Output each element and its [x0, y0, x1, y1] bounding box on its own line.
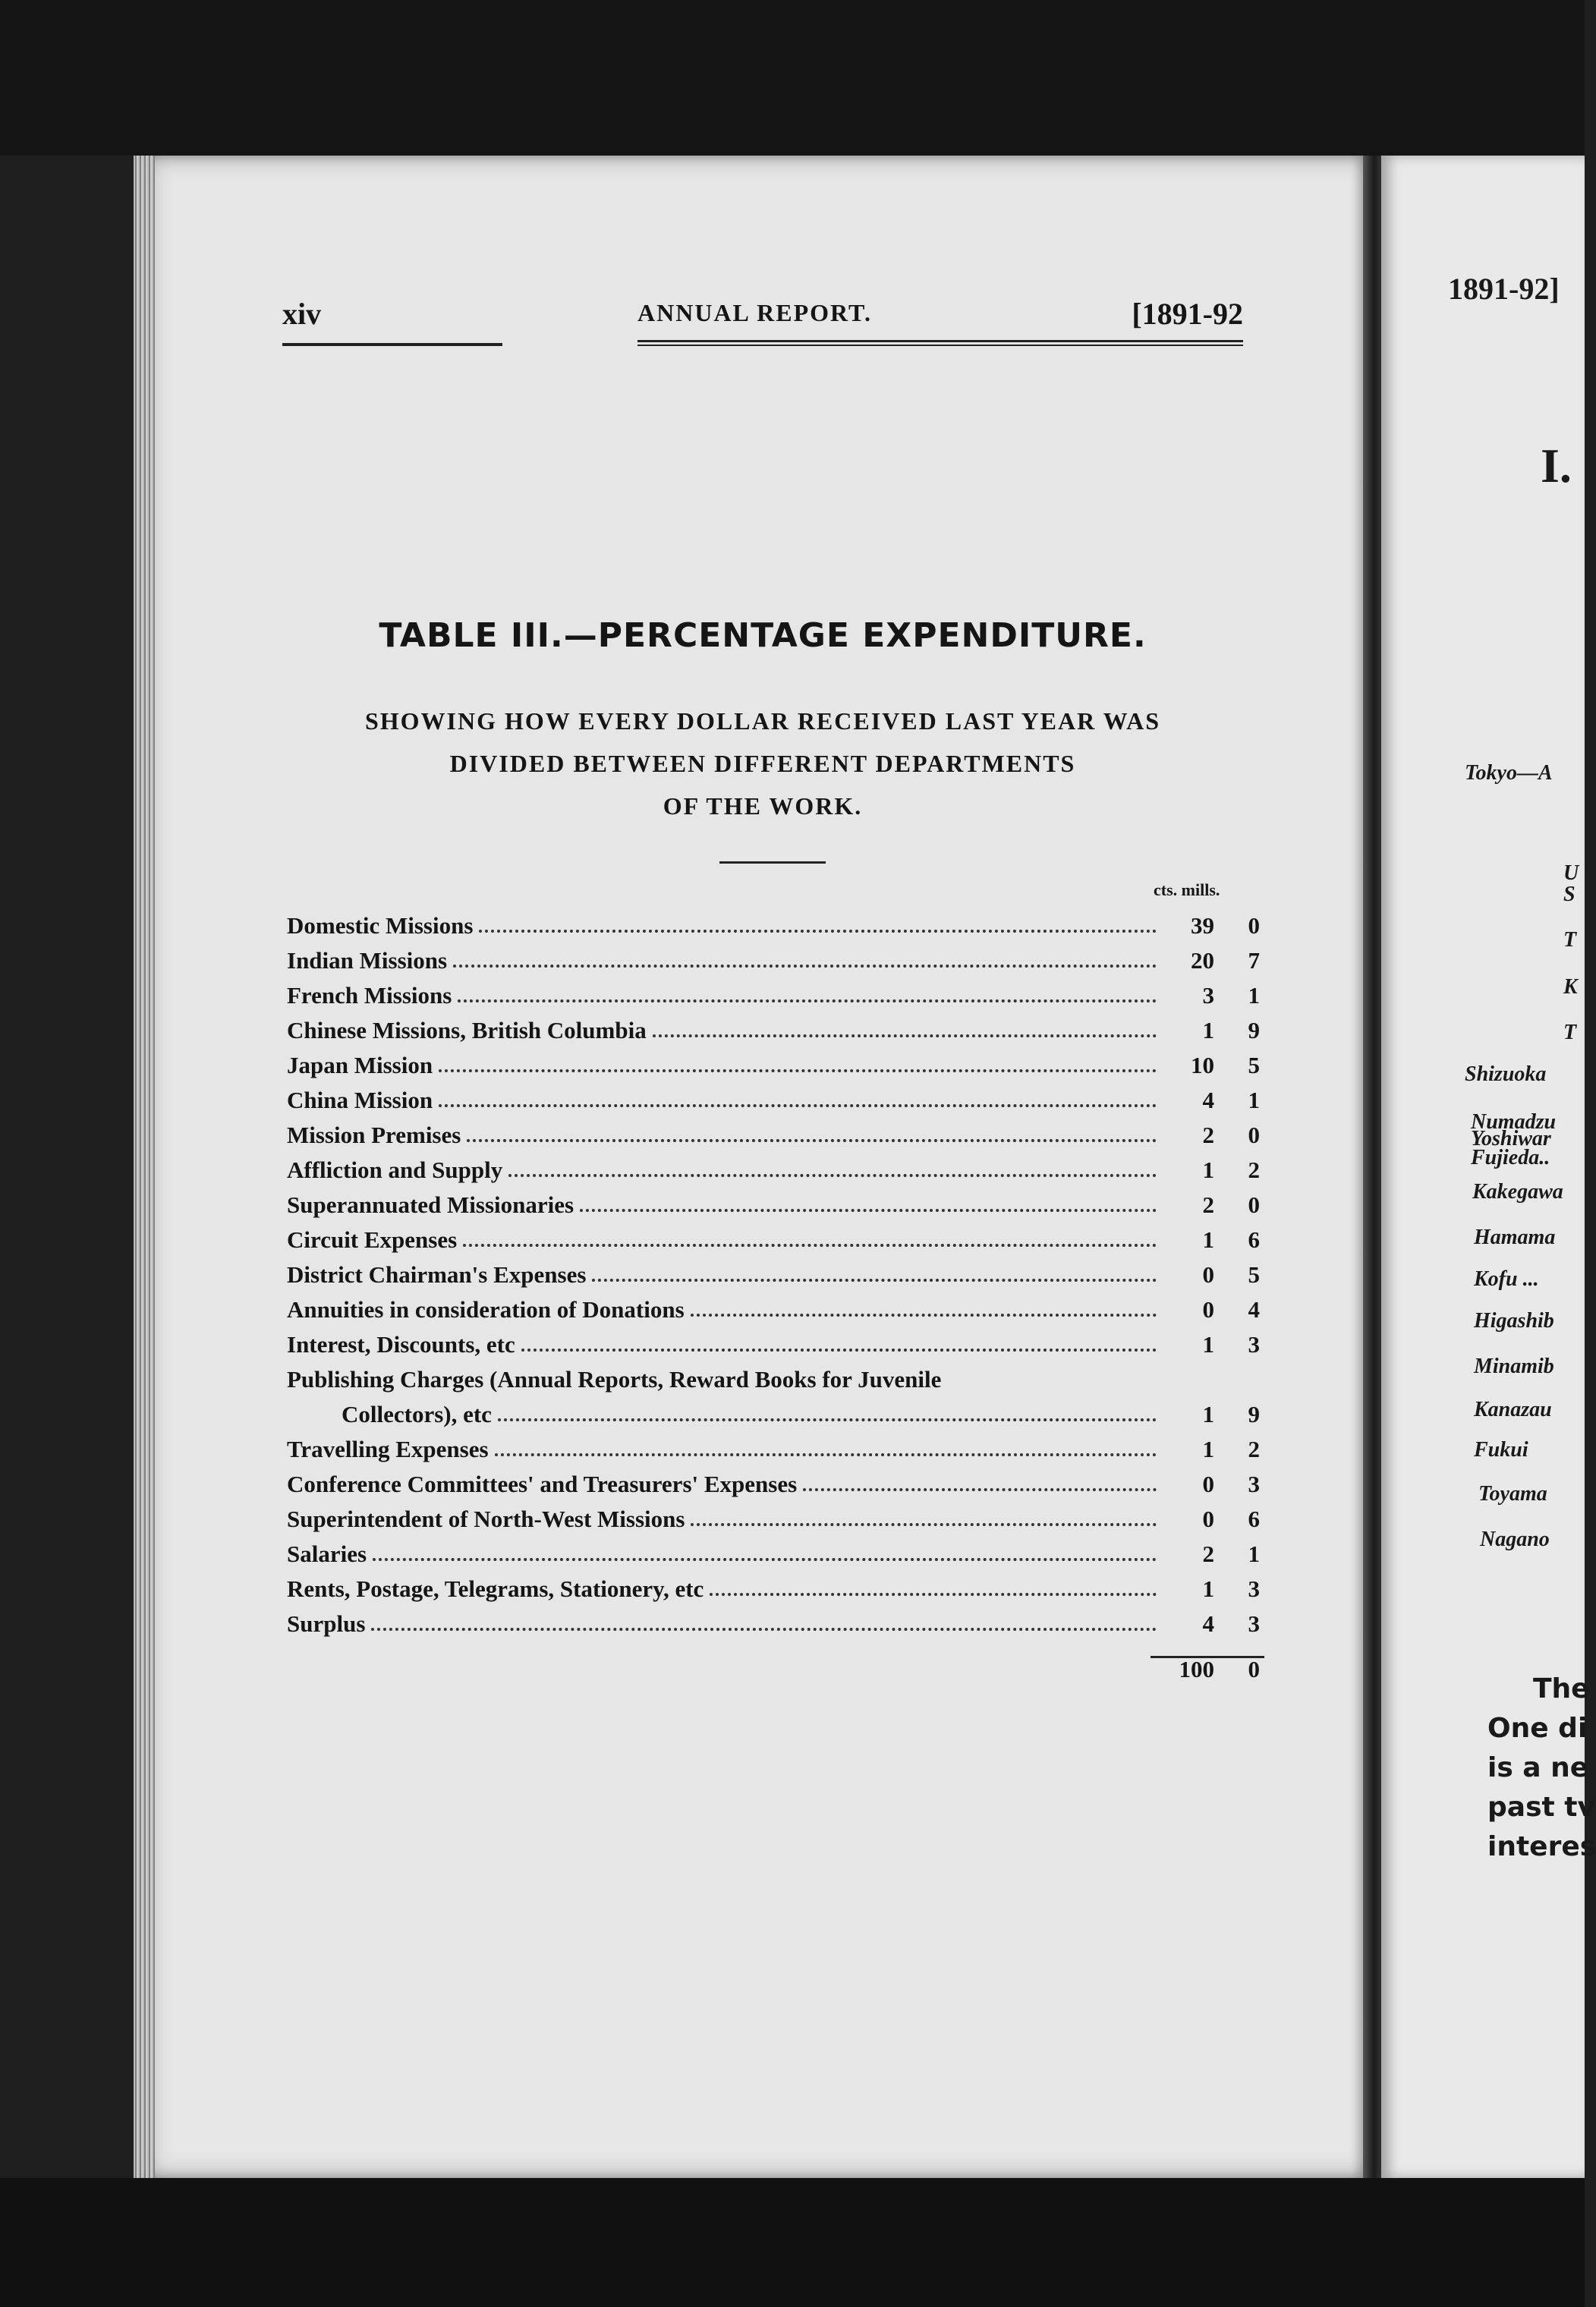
dot-leader	[371, 1628, 1157, 1631]
dot-leader	[710, 1593, 1157, 1596]
row-label: Interest, Discounts, etc	[287, 1331, 515, 1358]
place-name: Higashib	[1474, 1309, 1554, 1333]
place-name: Yoshiwar	[1471, 1127, 1551, 1150]
row-label: District Chairman's Expenses	[287, 1261, 587, 1288]
row-label: Chinese Missions, British Columbia	[287, 1017, 647, 1043]
dot-leader	[521, 1349, 1157, 1352]
row-label: Superannuated Missionaries	[287, 1191, 574, 1218]
section-divider	[719, 861, 826, 864]
table-row	[287, 1079, 1263, 1114]
text-line: interes	[1487, 1831, 1596, 1862]
table-row	[287, 1498, 1263, 1533]
place-name: Kofu ...	[1474, 1267, 1539, 1291]
place-name: Hamama	[1474, 1226, 1556, 1249]
table-subtitle-line-2: DIVIDED BETWEEN DIFFERENT DEPARTMENTS	[449, 750, 1076, 777]
mills-value: 2	[1248, 1436, 1260, 1462]
running-header	[282, 296, 1243, 349]
dot-leader	[498, 1418, 1157, 1421]
cents-value: 2	[1202, 1122, 1214, 1148]
scan-background-top	[0, 0, 1585, 156]
place-name: K	[1563, 975, 1578, 999]
right-page-year: 1891-92]	[1448, 272, 1560, 306]
mills-value: 1	[1248, 1087, 1260, 1113]
cents-value: 0	[1202, 1506, 1214, 1532]
table-row	[287, 1603, 1263, 1638]
place-name: Numadzu	[1471, 1110, 1557, 1134]
dot-leader	[691, 1314, 1157, 1317]
cents-value: 39	[1191, 912, 1214, 939]
cents-value: 1	[1202, 1226, 1214, 1253]
cents-value: 1	[1202, 1017, 1214, 1043]
table-row	[287, 1463, 1263, 1498]
cents-value: 20	[1191, 947, 1214, 974]
table-row	[287, 1044, 1263, 1079]
mills-value: 9	[1248, 1017, 1260, 1043]
table-row	[287, 1568, 1263, 1603]
mills-value: 2	[1248, 1157, 1260, 1183]
mills-value: 0	[1248, 1191, 1260, 1218]
cents-value: 4	[1202, 1087, 1214, 1113]
place-name: Toyama	[1478, 1482, 1547, 1506]
table-row	[287, 903, 1263, 939]
cents-value: 3	[1202, 982, 1214, 1009]
book-gutter	[1363, 156, 1381, 2178]
mills-value: 0	[1248, 912, 1260, 939]
dot-leader	[653, 1034, 1157, 1037]
mills-value: 1	[1248, 1541, 1260, 1567]
dot-leader	[439, 1104, 1157, 1107]
cents-value: 4	[1202, 1610, 1214, 1637]
row-label: Annuities in consideration of Donations	[287, 1296, 685, 1323]
row-label: Conference Committees' and Treasurers' Expenses	[287, 1471, 798, 1497]
table-row	[287, 1254, 1263, 1289]
scan-background-bottom	[0, 2178, 1585, 2307]
cents-value: 2	[1202, 1541, 1214, 1567]
place-name: S	[1563, 883, 1576, 906]
cents-value: 10	[1191, 1052, 1214, 1078]
row-label: Domestic Missions	[287, 912, 474, 939]
mills-value: 3	[1248, 1331, 1260, 1358]
place-name: Nagano	[1480, 1528, 1550, 1551]
dot-leader	[691, 1523, 1157, 1526]
dot-leader	[453, 965, 1157, 968]
dot-leader	[463, 1244, 1157, 1247]
table-row	[287, 1289, 1263, 1323]
text-line: past tv	[1487, 1792, 1595, 1823]
table-row	[287, 1358, 1263, 1393]
total-cents: 100	[1179, 1656, 1214, 1682]
cents-value: 2	[1202, 1191, 1214, 1218]
mills-value: 3	[1248, 1575, 1260, 1602]
place-name: Fujieda..	[1471, 1146, 1550, 1169]
row-label: Superintendent of North-West Missions	[287, 1506, 685, 1532]
dot-leader	[508, 1174, 1157, 1177]
total-mills: 0	[1248, 1656, 1260, 1682]
mills-value: 9	[1248, 1401, 1260, 1427]
page-number: xiv	[282, 297, 322, 331]
row-label: French Missions	[287, 982, 452, 1009]
mills-value: 0	[1248, 1122, 1260, 1148]
row-label: Japan Mission	[287, 1052, 433, 1078]
table-row	[287, 939, 1263, 974]
table-subtitle-line-3: OF THE WORK.	[663, 792, 863, 820]
place-name: U	[1563, 861, 1579, 885]
place-name: Kakegawa	[1472, 1180, 1563, 1204]
dot-leader	[373, 1558, 1157, 1561]
right-page	[1381, 156, 1596, 2178]
right-page-roman-numeral: I.	[1541, 439, 1572, 493]
table-row	[287, 1009, 1263, 1044]
dot-leader	[458, 999, 1157, 1002]
table-row	[287, 1393, 1263, 1428]
mills-value: 1	[1248, 982, 1260, 1009]
unit-header: cts. mills.	[1154, 880, 1220, 899]
text-line: is a ne	[1487, 1752, 1589, 1783]
table-row	[287, 1149, 1263, 1184]
table-subtitle-line-1: SHOWING HOW EVERY DOLLAR RECEIVED LAST YEAR WAS	[364, 707, 1161, 735]
dot-leader	[467, 1139, 1157, 1142]
mills-value: 5	[1248, 1052, 1260, 1078]
table-row	[287, 1114, 1263, 1149]
dot-leader	[495, 1453, 1157, 1456]
mills-value: 6	[1248, 1506, 1260, 1532]
percentage-table	[287, 903, 1263, 1683]
text-line: The	[1533, 1673, 1590, 1704]
text-line: One di	[1487, 1713, 1588, 1744]
mills-value: 7	[1248, 947, 1260, 974]
cents-value: 1	[1202, 1575, 1214, 1602]
header-rule-right-second	[637, 345, 1243, 346]
cents-value: 1	[1202, 1436, 1214, 1462]
row-label: Mission Premises	[287, 1122, 461, 1148]
dot-leader	[479, 930, 1157, 933]
dot-leader	[580, 1209, 1157, 1212]
header-rule-right	[637, 340, 1243, 342]
mills-value: 3	[1248, 1610, 1260, 1637]
place-name: Kanazau	[1474, 1398, 1552, 1421]
cents-value: 1	[1202, 1157, 1214, 1183]
row-label: Collectors), etc	[342, 1401, 492, 1427]
running-title: ANNUAL REPORT.	[637, 299, 872, 326]
table-row	[287, 1219, 1263, 1254]
row-label: Affliction and Supply	[287, 1157, 503, 1183]
table-row	[287, 1428, 1263, 1463]
place-name: Fukui	[1474, 1438, 1528, 1462]
place-name: T	[1563, 1021, 1577, 1044]
header-rule-left	[282, 343, 502, 346]
cents-value: 0	[1202, 1471, 1214, 1497]
row-label: Travelling Expenses	[287, 1436, 489, 1462]
row-label: Salaries	[287, 1541, 367, 1567]
header-year: [1891-92	[1132, 297, 1243, 331]
table-row	[287, 974, 1263, 1009]
row-label: Publishing Charges (Annual Reports, Reward Books for Juvenile	[287, 1366, 942, 1393]
mills-value: 5	[1248, 1261, 1260, 1288]
cents-value: 0	[1202, 1296, 1214, 1323]
cents-value: 1	[1202, 1401, 1214, 1427]
table-row	[287, 1184, 1263, 1219]
row-label: China Mission	[287, 1087, 433, 1113]
dot-leader	[439, 1069, 1157, 1072]
row-label: Circuit Expenses	[287, 1226, 458, 1253]
place-name: T	[1563, 928, 1577, 952]
place-name: Tokyo—A	[1465, 761, 1553, 785]
row-label: Rents, Postage, Telegrams, Stationery, etc	[287, 1575, 704, 1602]
dot-leader	[803, 1488, 1157, 1491]
mills-value: 4	[1248, 1296, 1260, 1323]
table-title: TABLE III.—PERCENTAGE EXPENDITURE.	[379, 616, 1147, 655]
page-edges	[134, 156, 155, 2178]
total-row	[287, 1638, 1263, 1683]
mills-value: 3	[1248, 1471, 1260, 1497]
place-name: Minamib	[1474, 1355, 1554, 1378]
cents-value: 0	[1202, 1261, 1214, 1288]
row-label: Indian Missions	[287, 947, 448, 974]
table-row	[287, 1533, 1263, 1568]
place-name: Shizuoka	[1465, 1062, 1547, 1086]
table-row	[287, 1323, 1263, 1358]
row-label: Surplus	[287, 1610, 366, 1637]
cents-value: 1	[1202, 1331, 1214, 1358]
dot-leader	[592, 1279, 1157, 1282]
mills-value: 6	[1248, 1226, 1260, 1253]
